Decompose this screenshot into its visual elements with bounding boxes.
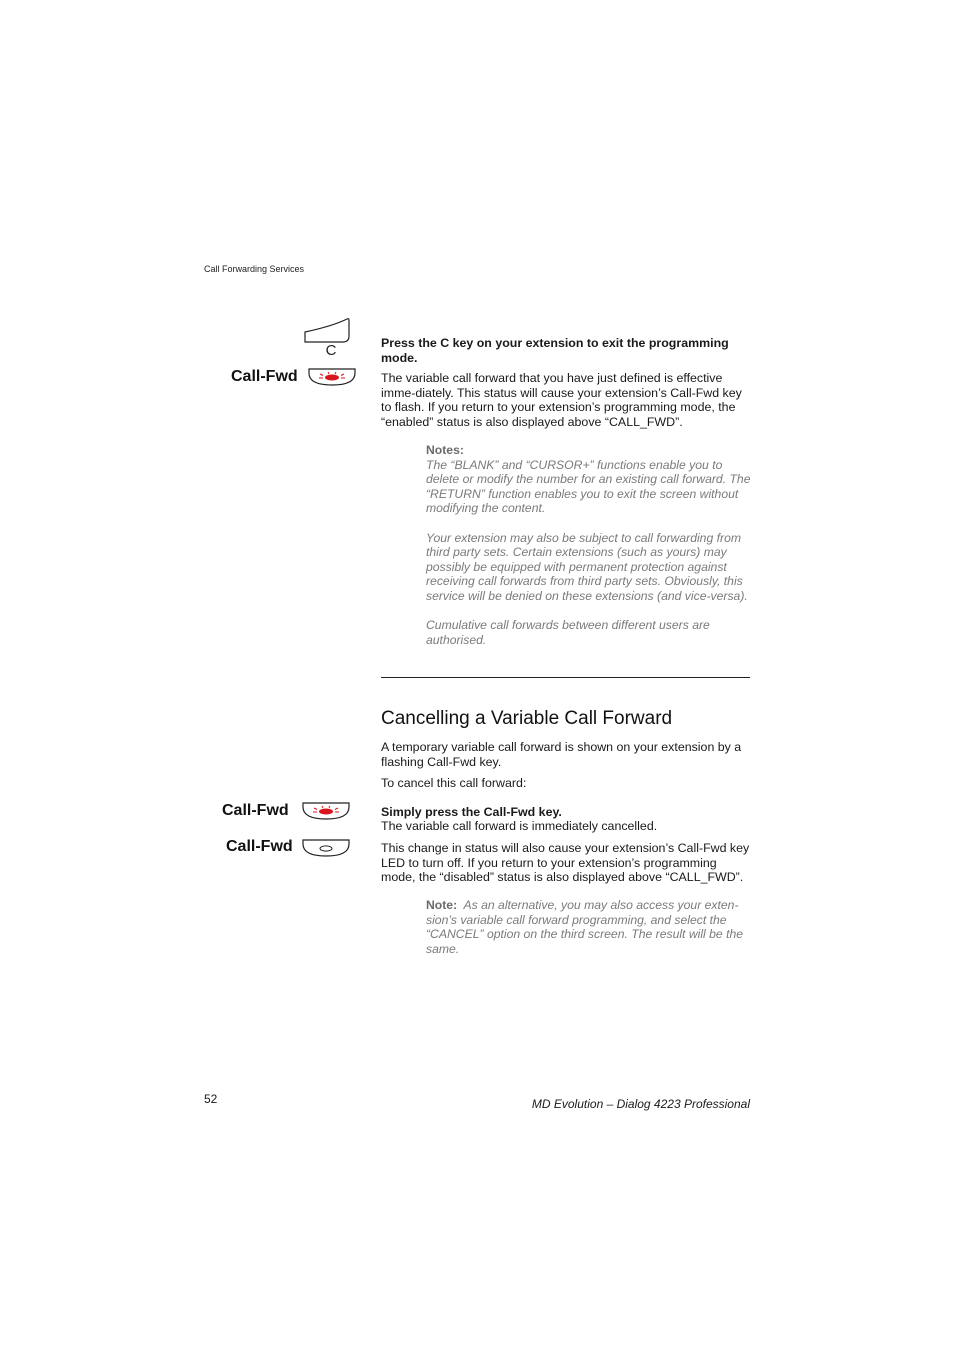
flashing-led-key-icon bbox=[302, 802, 350, 822]
c-key-label: C bbox=[325, 342, 337, 359]
running-header: Call Forwarding Services bbox=[204, 264, 305, 274]
note-paragraph: Your extension may also be subject to call forwarding from third party sets. Certain extensions (such as yours) may possibly be equipped with permanent protection against receiving call forwards from third party sets. Obviously, this service will be denied on these extensions (and vice-versa). bbox=[426, 530, 748, 603]
note-paragraph: Cumulative call forwards between different users are authorised. bbox=[426, 618, 710, 647]
section-divider bbox=[381, 677, 750, 678]
document-title: MD Evolution – Dialog 4223 Professional bbox=[531, 1097, 750, 1111]
call-fwd-key-label: Call-Fwd bbox=[226, 838, 293, 855]
note-paragraph: The “BLANK” and “CURSOR+” functions enable you to delete or modify the number for an existing call forward. The “RETURN” function enables you to exit the screen without modifying the content. bbox=[426, 457, 751, 516]
notes-title: Notes: bbox=[426, 443, 464, 457]
call-forward-effective-text: The variable call forward that you have just defined is effective imme-diately. This status will cause your extension’s Call-Fwd key to flash. If you return to your extension’s programming mode, the “enabled” status is also displayed above “CALL_FWD”. bbox=[381, 371, 742, 429]
cancelled-text: The variable call forward is immediately cancelled. bbox=[381, 819, 658, 833]
note-text: As an alternative, you may also access your exten-sion’s variable call forward programming, and select the “CANCEL” option on the third screen. The result will be the same. bbox=[426, 898, 744, 956]
section-intro: A temporary variable call forward is shown on your extension by a flashing Call-Fwd key. bbox=[381, 740, 742, 769]
page-number: 52 bbox=[204, 1092, 218, 1106]
section-heading: Cancelling a Variable Call Forward bbox=[381, 708, 673, 729]
to-cancel-text: To cancel this call forward: bbox=[381, 776, 527, 790]
c-key-instruction: Press the C key on your extension to exit the programming mode. bbox=[381, 336, 729, 365]
call-fwd-key-label: Call-Fwd bbox=[222, 802, 289, 819]
notes-block bbox=[426, 443, 754, 662]
alternative-note bbox=[426, 898, 754, 956]
status-change-text: This change in status will also cause your extension’s Call-Fwd key LED to turn off. If you return to your extension’s programming mode, the “disabled” status is also displayed above “CALL_FWD”. bbox=[381, 841, 750, 885]
note-title: Note: bbox=[426, 898, 458, 912]
flashing-led-key-icon bbox=[308, 368, 356, 388]
c-key-icon bbox=[303, 318, 351, 358]
call-fwd-key-label: Call-Fwd bbox=[231, 368, 298, 385]
press-call-fwd-instruction: Simply press the Call-Fwd key. bbox=[381, 805, 562, 819]
led-off-key-icon bbox=[302, 839, 350, 859]
